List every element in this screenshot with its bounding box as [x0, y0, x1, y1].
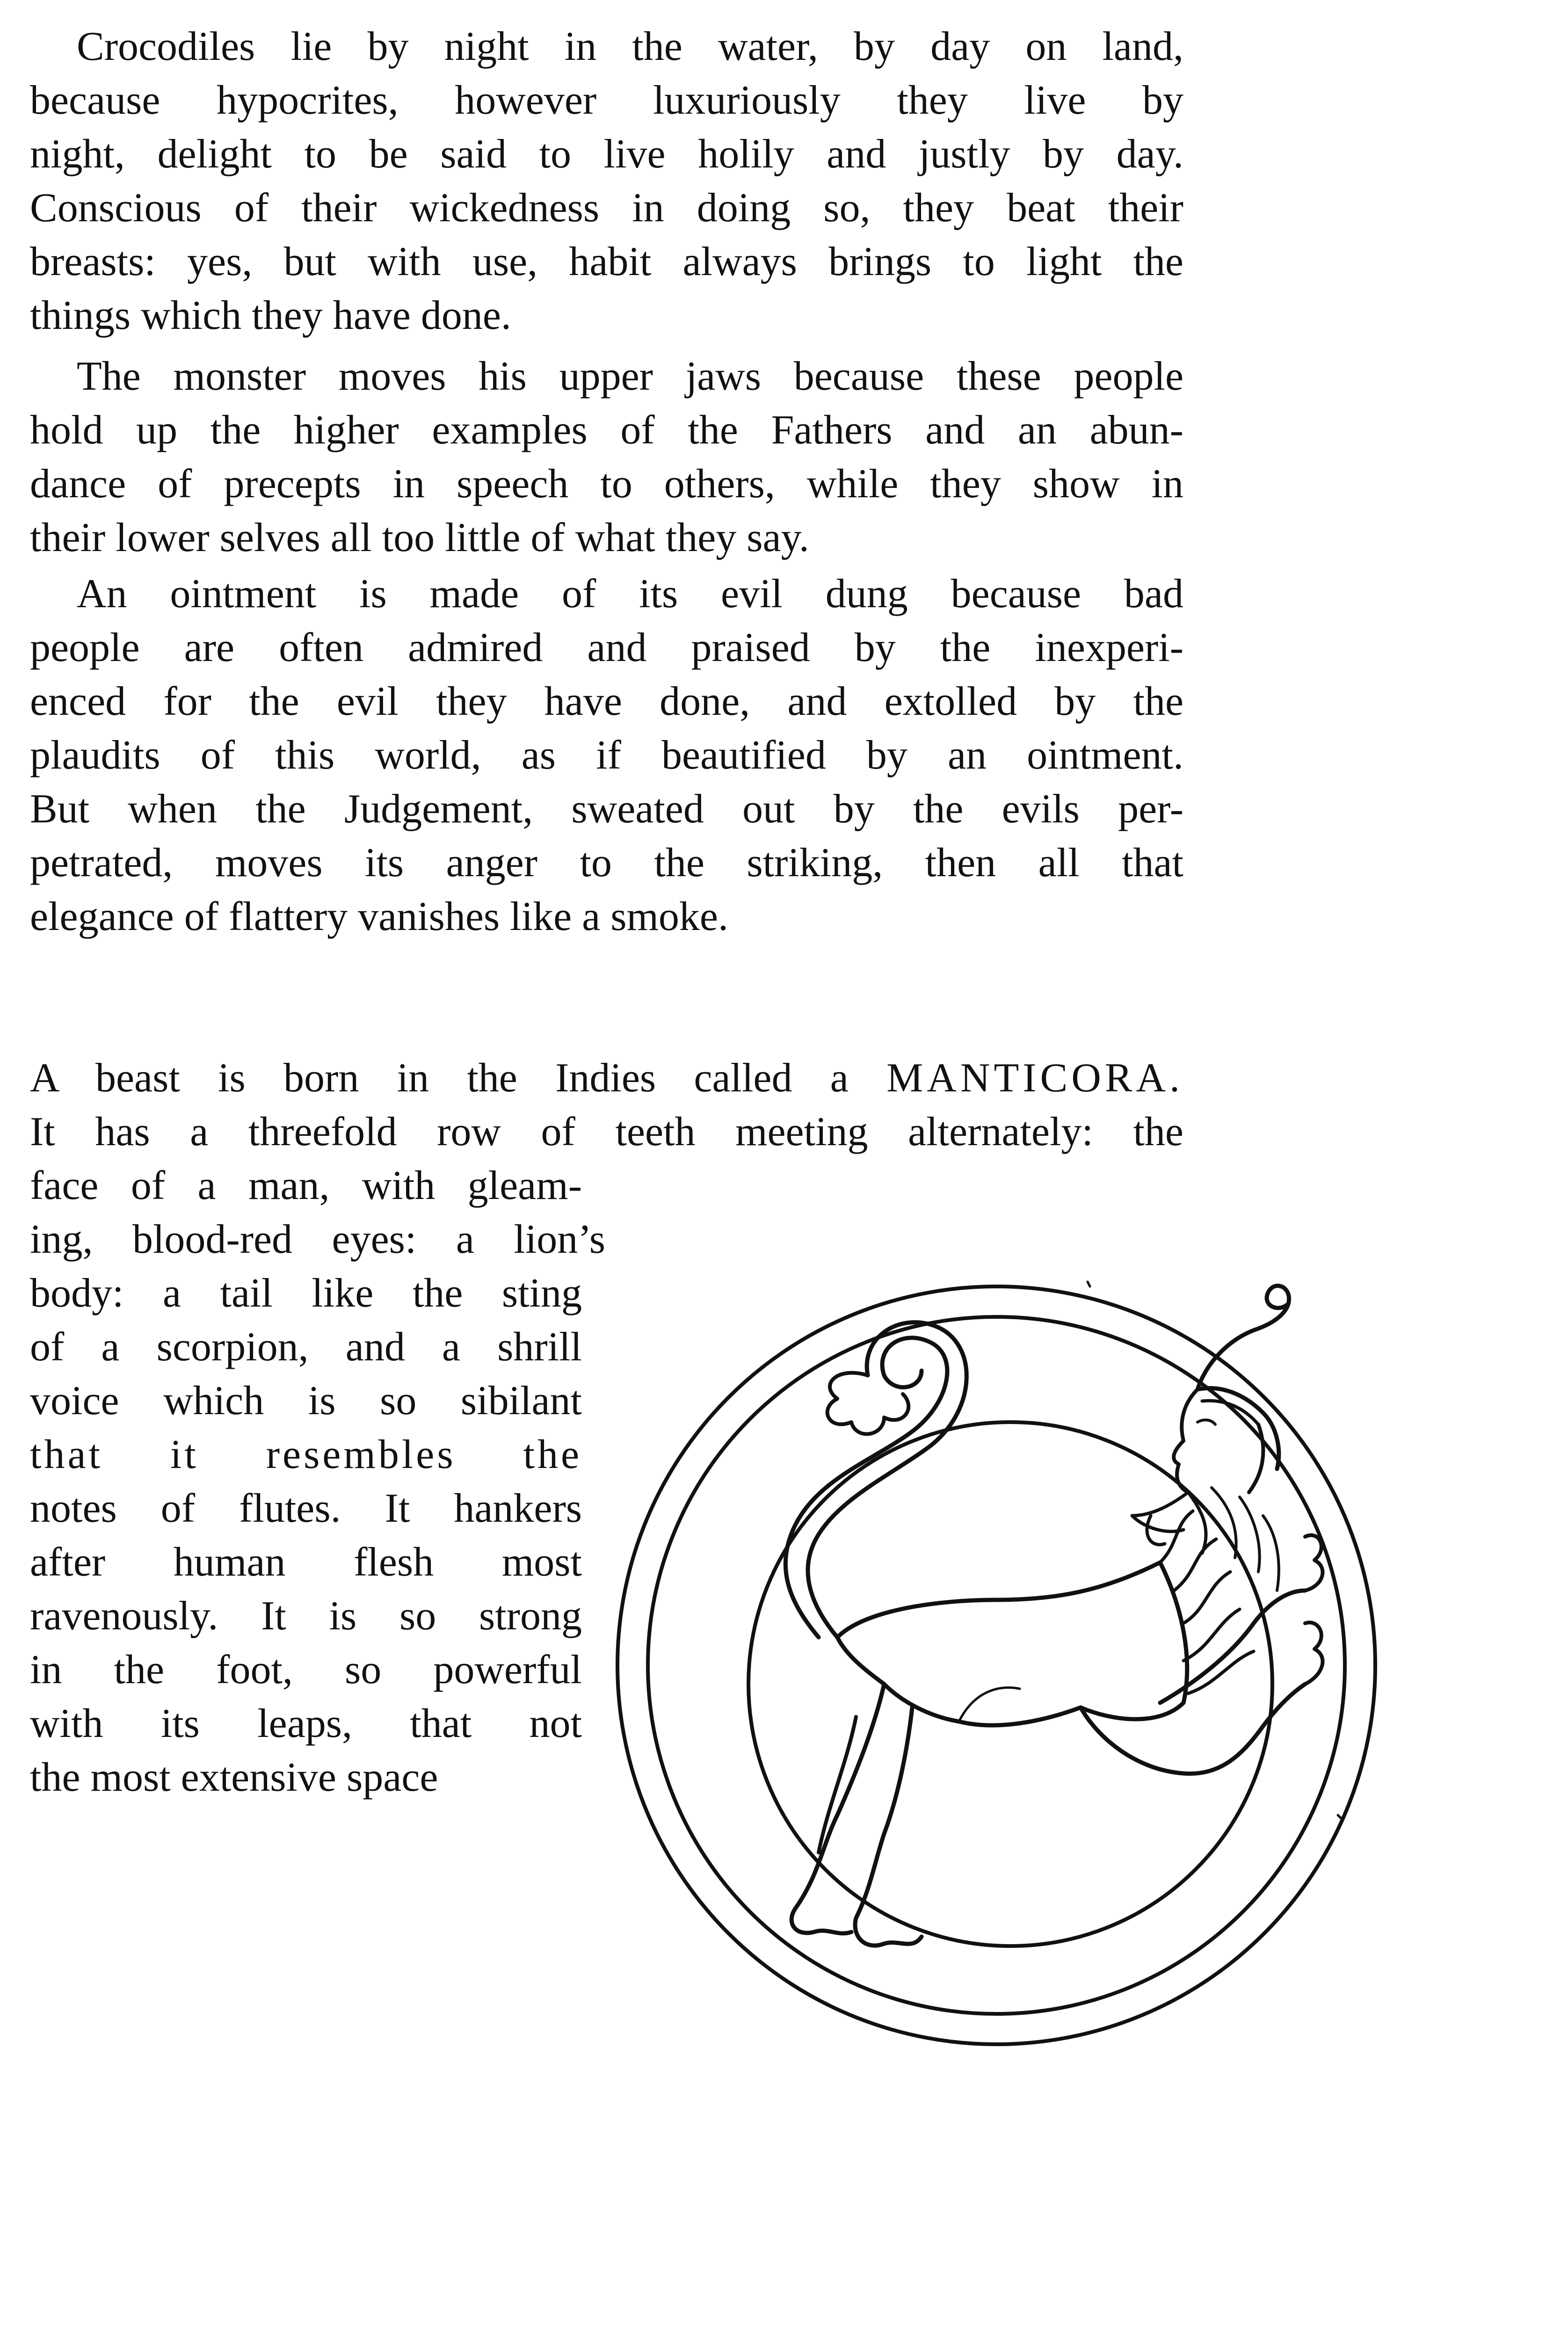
- mane-icon: [1212, 1488, 1279, 1591]
- text-line: enced for the evil they have done, and extolled by the: [30, 679, 1183, 724]
- text-line: plaudits of this world, as if beautified by an ointment.: [30, 733, 1183, 778]
- wrapped-text-line: ing, blood-red eyes: a lion’s: [30, 1217, 605, 1262]
- text-line: breasts: yes, but with use, habit always brings to light the: [30, 239, 1183, 284]
- text-line: hold up the higher examples of the Fathers and an abun-: [30, 407, 1183, 453]
- text-line: people are often admired and praised by the inexperi-: [30, 625, 1183, 670]
- beard-icon: [1132, 1492, 1206, 1553]
- text-line: night, delight to be said to live holily and justly by day.: [30, 131, 1183, 177]
- manticora-drawing: [575, 1188, 1408, 2058]
- text-line: An ointment is made of its evil dung because bad: [77, 571, 1183, 617]
- wrapped-text-line: face of a man, with gleam-: [30, 1163, 582, 1208]
- text-line: because hypocrites, however luxuriously they live by: [30, 78, 1183, 123]
- wrapped-text-line: of a scorpion, and a shrill: [30, 1324, 582, 1370]
- text-line: petrated, moves its anger to the striking, then all that: [30, 840, 1183, 886]
- wrapped-text-line: after human flesh most: [30, 1540, 582, 1585]
- tail-sting-icon: [828, 1373, 908, 1434]
- wrapped-text-line: the most extensive space: [30, 1755, 438, 1800]
- wrapped-text-line: in the foot, so powerful: [30, 1647, 582, 1693]
- text-line: Crocodiles lie by night in the water, by day on land,: [77, 24, 1183, 69]
- tail-icon: [808, 1322, 966, 1637]
- eye-icon: [1198, 1420, 1215, 1424]
- manticora-body-icon: [837, 1562, 1187, 1725]
- text-line: dance of precepts in speech to others, while they show in: [30, 461, 1183, 507]
- manticora-name: MANTICORA.: [886, 1055, 1183, 1101]
- wrapped-text-line: voice which is so sibilant: [30, 1378, 582, 1424]
- text-line: But when the Judgement, sweated out by the evils per-: [30, 786, 1183, 832]
- text-line: elegance of flattery vanishes like a smoke.: [30, 894, 728, 939]
- claw-icon: [1305, 1622, 1322, 1684]
- belly-line: [959, 1688, 1020, 1722]
- claw-icon: [1305, 1535, 1322, 1591]
- frame-mark: [1338, 1815, 1341, 1818]
- text-line: their lower selves all too little of what they say.: [30, 515, 809, 560]
- wrapped-text-line: ravenously. It is so strong: [30, 1593, 582, 1639]
- foreleg-icon: [1160, 1591, 1305, 1703]
- text-line: It has a threefold row of teeth meeting alternately: the: [30, 1109, 1183, 1155]
- wrapped-text-line: that it resembles the: [30, 1432, 582, 1477]
- hind-leg-icon: [791, 1684, 884, 1933]
- intro-text: A beast is born in the Indies called a: [30, 1055, 887, 1101]
- wrapped-text-line: body: a tail like the sting: [30, 1271, 582, 1316]
- manticora-illustration: [575, 1188, 1408, 2058]
- text-line: things which they have done.: [30, 293, 511, 338]
- text-line: The monster moves his upper jaws because these people: [77, 354, 1183, 399]
- wrapped-text-line: notes of flutes. It hankers: [30, 1486, 582, 1531]
- frame-mark: [1088, 1282, 1090, 1286]
- text-line: Conscious of their wickedness in doing so, they beat their: [30, 185, 1183, 231]
- face-icon: [1174, 1389, 1198, 1492]
- manticora-intro-line: [30, 1050, 1183, 1106]
- wrapped-text-line: with its leaps, that not: [30, 1701, 582, 1746]
- outer-ring: [617, 1286, 1375, 2044]
